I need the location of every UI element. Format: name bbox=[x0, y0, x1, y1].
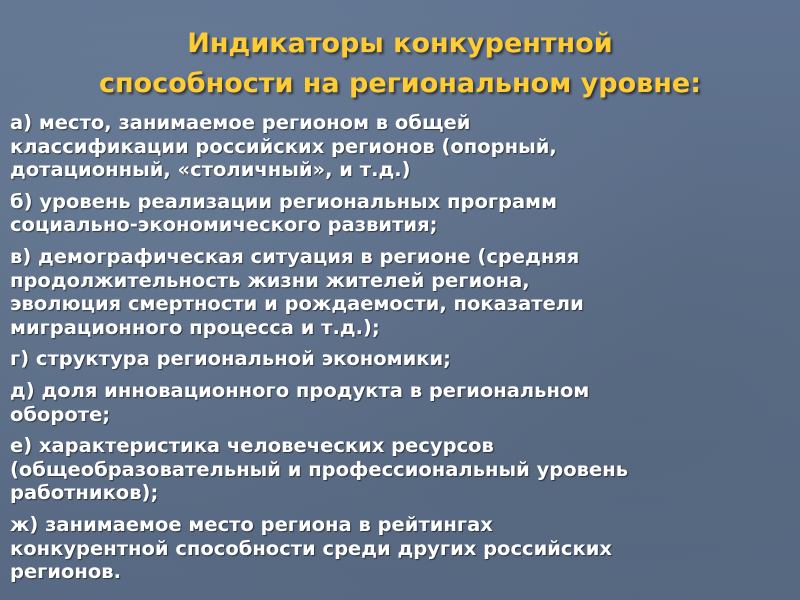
list-item-b bbox=[10, 190, 795, 237]
indicator-list bbox=[10, 111, 795, 592]
list-item-zh bbox=[10, 513, 795, 584]
list-item-d bbox=[10, 379, 795, 426]
list-item-v bbox=[10, 245, 795, 339]
title-line-2: способности на региональном уровне: bbox=[98, 68, 701, 99]
list-item-line: а) место, занимаемое регионом в общей bbox=[10, 111, 471, 134]
list-item-line: г) структура региональной экономики; bbox=[10, 347, 451, 371]
title-line-1: Индикаторы конкурентной bbox=[187, 28, 613, 59]
list-item-line: конкурентной способности среди других российских bbox=[10, 536, 612, 560]
list-item-line: продолжительность жизни жителей региона, bbox=[10, 268, 530, 292]
list-item-line: обороте; bbox=[10, 402, 111, 426]
slide-title bbox=[20, 24, 780, 104]
list-item-line: социально-экономического развития; bbox=[10, 213, 438, 237]
list-item-line: в) демографическая ситуация в регионе (средняя bbox=[10, 244, 580, 268]
list-item-line: классификации российских регионов (опорный, bbox=[10, 134, 557, 158]
list-item-line: эволюция смертности и рождаемости, показатели bbox=[10, 292, 584, 316]
list-item-line: б) уровень реализации региональных программ bbox=[10, 189, 558, 213]
list-item-line: регионов. bbox=[10, 560, 122, 584]
list-item-g bbox=[10, 347, 795, 371]
list-item-a bbox=[10, 111, 795, 182]
list-item-line: (общеобразовательный и профессиональный уровень bbox=[10, 457, 629, 481]
list-item-line: д) доля инновационного продукта в региональном bbox=[10, 378, 590, 402]
list-item-line: дотационный, «столичный», и т.д.) bbox=[10, 158, 411, 182]
list-item-line: ж) занимаемое место региона в рейтингах bbox=[10, 512, 493, 536]
list-item-line: миграционного процесса и т.д.); bbox=[10, 315, 380, 339]
list-item-line: е) характеристика человеческих ресурсов bbox=[10, 434, 494, 458]
list-item-line: работников); bbox=[10, 481, 159, 505]
list-item-e bbox=[10, 434, 795, 505]
